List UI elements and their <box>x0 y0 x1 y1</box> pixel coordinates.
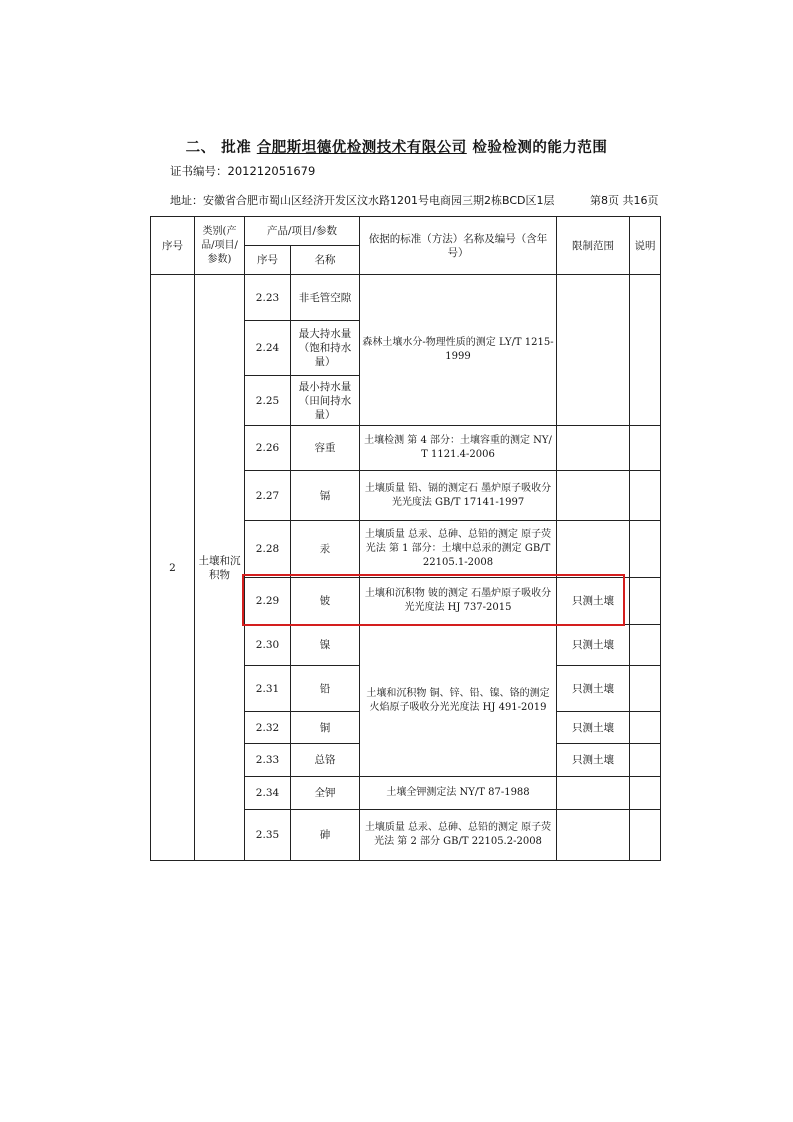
row-number: 2.30 <box>245 625 291 666</box>
row-name: 最小持水量（田间持水量） <box>291 376 360 426</box>
row-number: 2.32 <box>245 712 291 744</box>
limit-cell: 只测土壤 <box>557 712 630 744</box>
row-number: 2.24 <box>245 321 291 376</box>
note-cell <box>630 275 661 426</box>
row-number: 2.29 <box>245 578 291 625</box>
certificate-line <box>170 163 315 179</box>
row-number: 2.23 <box>245 275 291 321</box>
limit-cell: 只测土壤 <box>557 578 630 625</box>
row-name: 全钾 <box>291 777 360 810</box>
limit-cell <box>557 810 630 861</box>
row-name: 砷 <box>291 810 360 861</box>
limit-cell <box>557 471 630 521</box>
row-name: 总铬 <box>291 744 360 777</box>
row-name: 铍 <box>291 578 360 625</box>
row-name: 容重 <box>291 426 360 471</box>
address-line <box>170 192 659 208</box>
note-cell <box>630 810 661 861</box>
note-cell <box>630 712 661 744</box>
address-text: 安徽省合肥市蜀山区经济开发区汶水路1201号电商园三期2栋BCD区1层 <box>203 194 555 207</box>
group-category: 土壤和沉积物 <box>195 275 245 861</box>
title-suffix: 检验检测的能力范围 <box>472 140 608 156</box>
row-number: 2.34 <box>245 777 291 810</box>
standard-cell: 森林土壤水分-物理性质的测定 LY/T 1215-1999 <box>360 275 557 426</box>
header-seq: 序号 <box>151 217 195 275</box>
header-limit: 限制范围 <box>557 217 630 275</box>
row-name: 镍 <box>291 625 360 666</box>
note-cell <box>630 625 661 666</box>
group-seq: 2 <box>151 275 195 861</box>
note-cell <box>630 666 661 712</box>
row-name: 铅 <box>291 666 360 712</box>
row-number: 2.35 <box>245 810 291 861</box>
row-number: 2.31 <box>245 666 291 712</box>
row-name: 非毛管空隙 <box>291 275 360 321</box>
page-info: 第8页 共16页 <box>590 194 659 207</box>
row-name: 铜 <box>291 712 360 744</box>
note-cell <box>630 426 661 471</box>
page-title <box>0 136 793 157</box>
address-label: 地址： <box>170 194 203 207</box>
standard-cell: 土壤和沉积物 铍的测定 石墨炉原子吸收分光光度法 HJ 737-2015 <box>360 578 557 625</box>
standard-cell: 土壤和沉积物 铜、锌、铅、镍、铬的测定 火焰原子吸收分光光度法 HJ 491-2019 <box>360 625 557 777</box>
limit-cell <box>557 275 630 426</box>
row-number: 2.27 <box>245 471 291 521</box>
header-standard: 依据的标准（方法）名称及编号（含年号） <box>360 217 557 275</box>
row-name: 镉 <box>291 471 360 521</box>
note-cell <box>630 471 661 521</box>
standard-cell: 土壤质量 总汞、总砷、总铅的测定 原子荧光法 第 1 部分：土壤中总汞的测定 GB/T 22105.1-2008 <box>360 521 557 578</box>
standard-cell: 土壤质量 铅、镉的测定石 墨炉原子吸收分光光度法 GB/T 17141-1997 <box>360 471 557 521</box>
header-note: 说明 <box>630 217 661 275</box>
note-cell <box>630 578 661 625</box>
note-cell <box>630 777 661 810</box>
row-name: 最大持水量（饱和持水量） <box>291 321 360 376</box>
row-name: 汞 <box>291 521 360 578</box>
header-sub-seq: 序号 <box>245 246 291 275</box>
note-cell <box>630 521 661 578</box>
row-number: 2.26 <box>245 426 291 471</box>
title-prefix: 二、 批准 <box>185 140 252 156</box>
row-number: 2.25 <box>245 376 291 426</box>
table-row <box>151 275 661 321</box>
limit-cell <box>557 521 630 578</box>
header-sub-name: 名称 <box>291 246 360 275</box>
limit-cell: 只测土壤 <box>557 625 630 666</box>
header-product-group: 产品/项目/参数 <box>245 217 360 246</box>
limit-cell: 只测土壤 <box>557 744 630 777</box>
header-row-1 <box>151 217 661 246</box>
standard-cell: 土壤质量 总汞、总砷、总铅的测定 原子荧光法 第 2 部分 GB/T 22105.2-2008 <box>360 810 557 861</box>
standard-cell: 土壤全钾测定法 NY/T 87-1988 <box>360 777 557 810</box>
cert-number: 201212051679 <box>227 164 316 178</box>
limit-cell <box>557 426 630 471</box>
standard-cell: 土壤检测 第 4 部分：土壤容重的测定 NY/T 1121.4-2006 <box>360 426 557 471</box>
capability-table <box>150 216 661 861</box>
cert-label: 证书编号： <box>170 164 228 178</box>
org-name: 合肥斯坦德优检测技术有限公司 <box>256 140 467 156</box>
row-number: 2.33 <box>245 744 291 777</box>
note-cell <box>630 744 661 777</box>
header-category: 类别(产品/项目/参数) <box>195 217 245 275</box>
limit-cell <box>557 777 630 810</box>
limit-cell: 只测土壤 <box>557 666 630 712</box>
row-number: 2.28 <box>245 521 291 578</box>
